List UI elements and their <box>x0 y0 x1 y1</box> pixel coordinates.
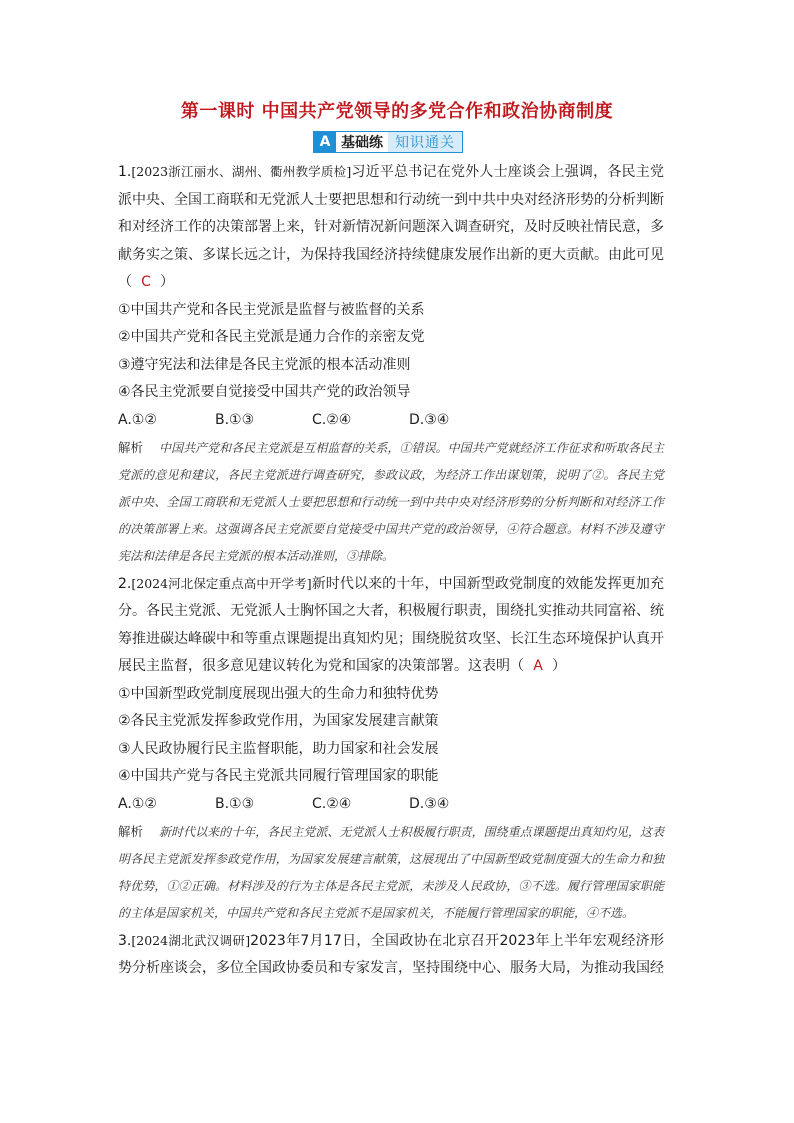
choice-c: C.②④ <box>312 795 352 812</box>
explanation <box>118 818 664 927</box>
explanation-label: 解析 <box>118 823 144 839</box>
question-1 <box>118 158 664 570</box>
explanation <box>118 434 664 570</box>
choice-c: C.②④ <box>312 411 352 428</box>
option-item: ③人民政协履行民主监督职能，助力国家和社会发展 <box>118 740 439 757</box>
question-stem <box>118 158 664 297</box>
question-3 <box>118 927 664 983</box>
explanation-text: 中国共产党和各民主党派是互相监督的关系，①错误。中国共产党就经济工作征求和听取各民主党派的意见和建议，各民主党派进行调查研究，参政议政，为经济工作出谋划策，说明了②。各民主党派中央、全国工商联和无党派人士要把思想和行动统一到中共中央对经济形势的分析判断和对经济工作的决策部署上来。这强调各民主党派要自觉接受中国共产党的政治领导，④符合题意。材料不涉及遵守宪法和法律是各民主党派的根本活动准则，③排除。 <box>118 440 664 563</box>
question-text: 2023年7月17日，全国政协在北京召开2023年上半年宏观经济形势分析座谈会，多位全国政协委员和专家发言，坚持围绕中心、服务大局，为推动我国经 <box>118 932 664 976</box>
option-item: ①中国新型政党制度展现出强大的生命力和独特优势 <box>118 685 439 702</box>
question-stem <box>118 927 664 983</box>
choice-a: A.①② <box>118 411 157 428</box>
choice-d: D.③④ <box>409 795 450 812</box>
question-number: 3. <box>118 932 132 949</box>
answer-choices <box>118 407 664 434</box>
option-item: ④各民主党派要自觉接受中国共产党的政治领导 <box>118 384 411 400</box>
question-close-paren: ） <box>160 274 174 290</box>
option-item: ②中国共产党和各民主党派是通力合作的亲密友党 <box>118 329 425 345</box>
question-source: [2024湖北武汉调研] <box>131 932 251 948</box>
question-number: 2. <box>118 575 132 592</box>
question-number: 1. <box>118 164 132 180</box>
option-item: ②各民主党派发挥参政党作用，为国家发展建言献策 <box>118 713 439 729</box>
answer-mark: C <box>141 274 151 290</box>
badge-letter: A <box>314 132 336 152</box>
question-2 <box>118 570 664 927</box>
answer-choices <box>118 791 664 818</box>
option-item: ①中国共产党和各民主党派是监督与被监督的关系 <box>118 301 425 318</box>
question-close-paren: ） <box>552 658 566 674</box>
badge-label-basic: 基础练 <box>341 135 383 151</box>
question-text: 习近平总书记在党外人士座谈会上强调，各民主党派中央、全国工商联和无党派人士要把思想和行动统一到中共中央对经济形势的分析判断和对经济工作的决策部署上来，针对新情况新问题深入调查研究，及时反映社情民意，多献务实之策、多谋长远之计，为保持我国经济持续健康发展作出新的更大贡献。由此可见（ <box>118 164 664 290</box>
choice-a: A.①② <box>118 795 157 812</box>
answer-mark: A <box>533 658 543 674</box>
badge-label-knowledge: 知识通关 <box>388 132 462 152</box>
explanation-label: 解析 <box>118 439 144 455</box>
page-title: 第一课时 中国共产党领导的多党合作和政治协商制度 <box>180 101 614 122</box>
question-stem <box>118 570 664 681</box>
explanation-text: 新时代以来的十年，各民主党派、无党派人士积极履行职责，围绕重点课题提出真知灼见，这表明各民主党派发挥参政党作用，为国家发展建言献策，这展现出了中国新型政党制度强大的生命力和独特优势，①②正确。材料涉及的行为主体是各民主党派，未涉及人民政协，③不选。履行管理国家职能的主体是国家机关，中国共产党和各民主党派不是国家机关，不能履行管理国家的职能，④不选。 <box>118 824 664 920</box>
question-list <box>118 158 664 983</box>
question-source: [2024河北保定重点高中开学考] <box>131 575 312 591</box>
question-source: [2023浙江丽水、湖州、衢州教学质检] <box>131 164 352 179</box>
section-badge <box>313 131 463 153</box>
option-item: ④中国共产党与各民主党派共同履行管理国家的职能 <box>118 768 439 784</box>
option-item: ③遵守宪法和法律是各民主党派的根本活动准则 <box>118 356 411 373</box>
choice-b: B.①③ <box>215 411 255 428</box>
question-text: 新时代以来的十年，中国新型政党制度的效能发挥更加充分。各民主党派、无党派人士胸怀国之大者，积极履行职责，围绕扎实推动共同富裕、统筹推进碳达峰碳中和等重点课题提出真知灼见；围绕脱贫攻坚、长江生态环境保护认真开展民主监督，很多意见建议转化为党和国家的决策部署。这表明（ <box>118 575 664 674</box>
choice-b: B.①③ <box>215 795 255 812</box>
choice-d: D.③④ <box>409 411 450 428</box>
